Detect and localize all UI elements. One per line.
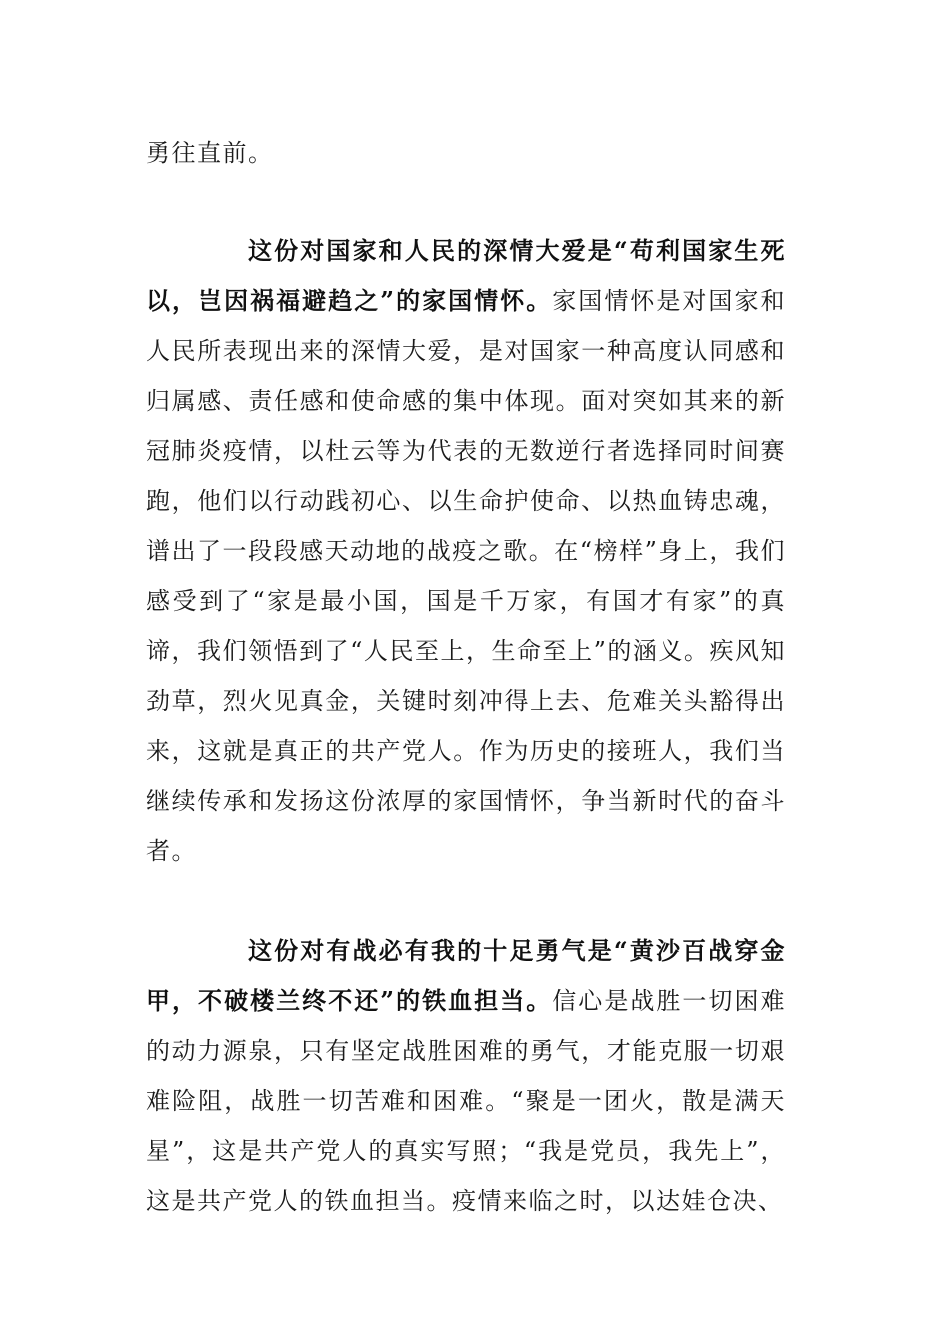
paragraph-text: 信心是战胜一切困难的动力源泉，只有坚定战胜困难的勇气，才能克服一切艰难险阻，战胜一切苦难和困难。“聚是一团火，散是满天星”，这是共产党人的真实写照；“我是党员，我先上”，这是共产党人的铁血担当。疫情来临之时，以达娃仓决、: [146, 987, 786, 1215]
paragraph-courage: [146, 926, 786, 1226]
paragraph-lead-bold: 这份对有战必有我的十足勇气是“黄沙百战穿金甲，不破楼兰终不还”的铁血担当。: [146, 936, 786, 1015]
paragraph-lead-bold: 这份对国家和人民的深情大爱是“苟利国家生死以，岂因祸福避趋之”的家国情怀。: [146, 236, 786, 315]
paragraph-family-nation: [146, 226, 786, 876]
paragraph-continuation: [146, 128, 786, 178]
paragraph-text: 家国情怀是对国家和人民所表现出来的深情大爱，是对国家一种高度认同感和归属感、责任感和使命感的集中体现。面对突如其来的新冠肺炎疫情，以杜云等为代表的无数逆行者选择同时间赛跑，他们以行动践初心、以生命护使命、以热血铸忠魂，谱出了一段段感天动地的战疫之歌。在“榜样”身上，我们感受到了“家是最小国，国是千万家，有国才有家”的真谛，我们领悟到了“人民至上，生命至上”的涵义。疾风知劲草，烈火见真金，关键时刻冲得上去、危难关头豁得出来，这就是真正的共产党人。作为历史的接班人，我们当继续传承和发扬这份浓厚的家国情怀，争当新时代的奋斗者。: [146, 287, 786, 865]
paragraph-text: 勇往直前。: [146, 139, 274, 167]
